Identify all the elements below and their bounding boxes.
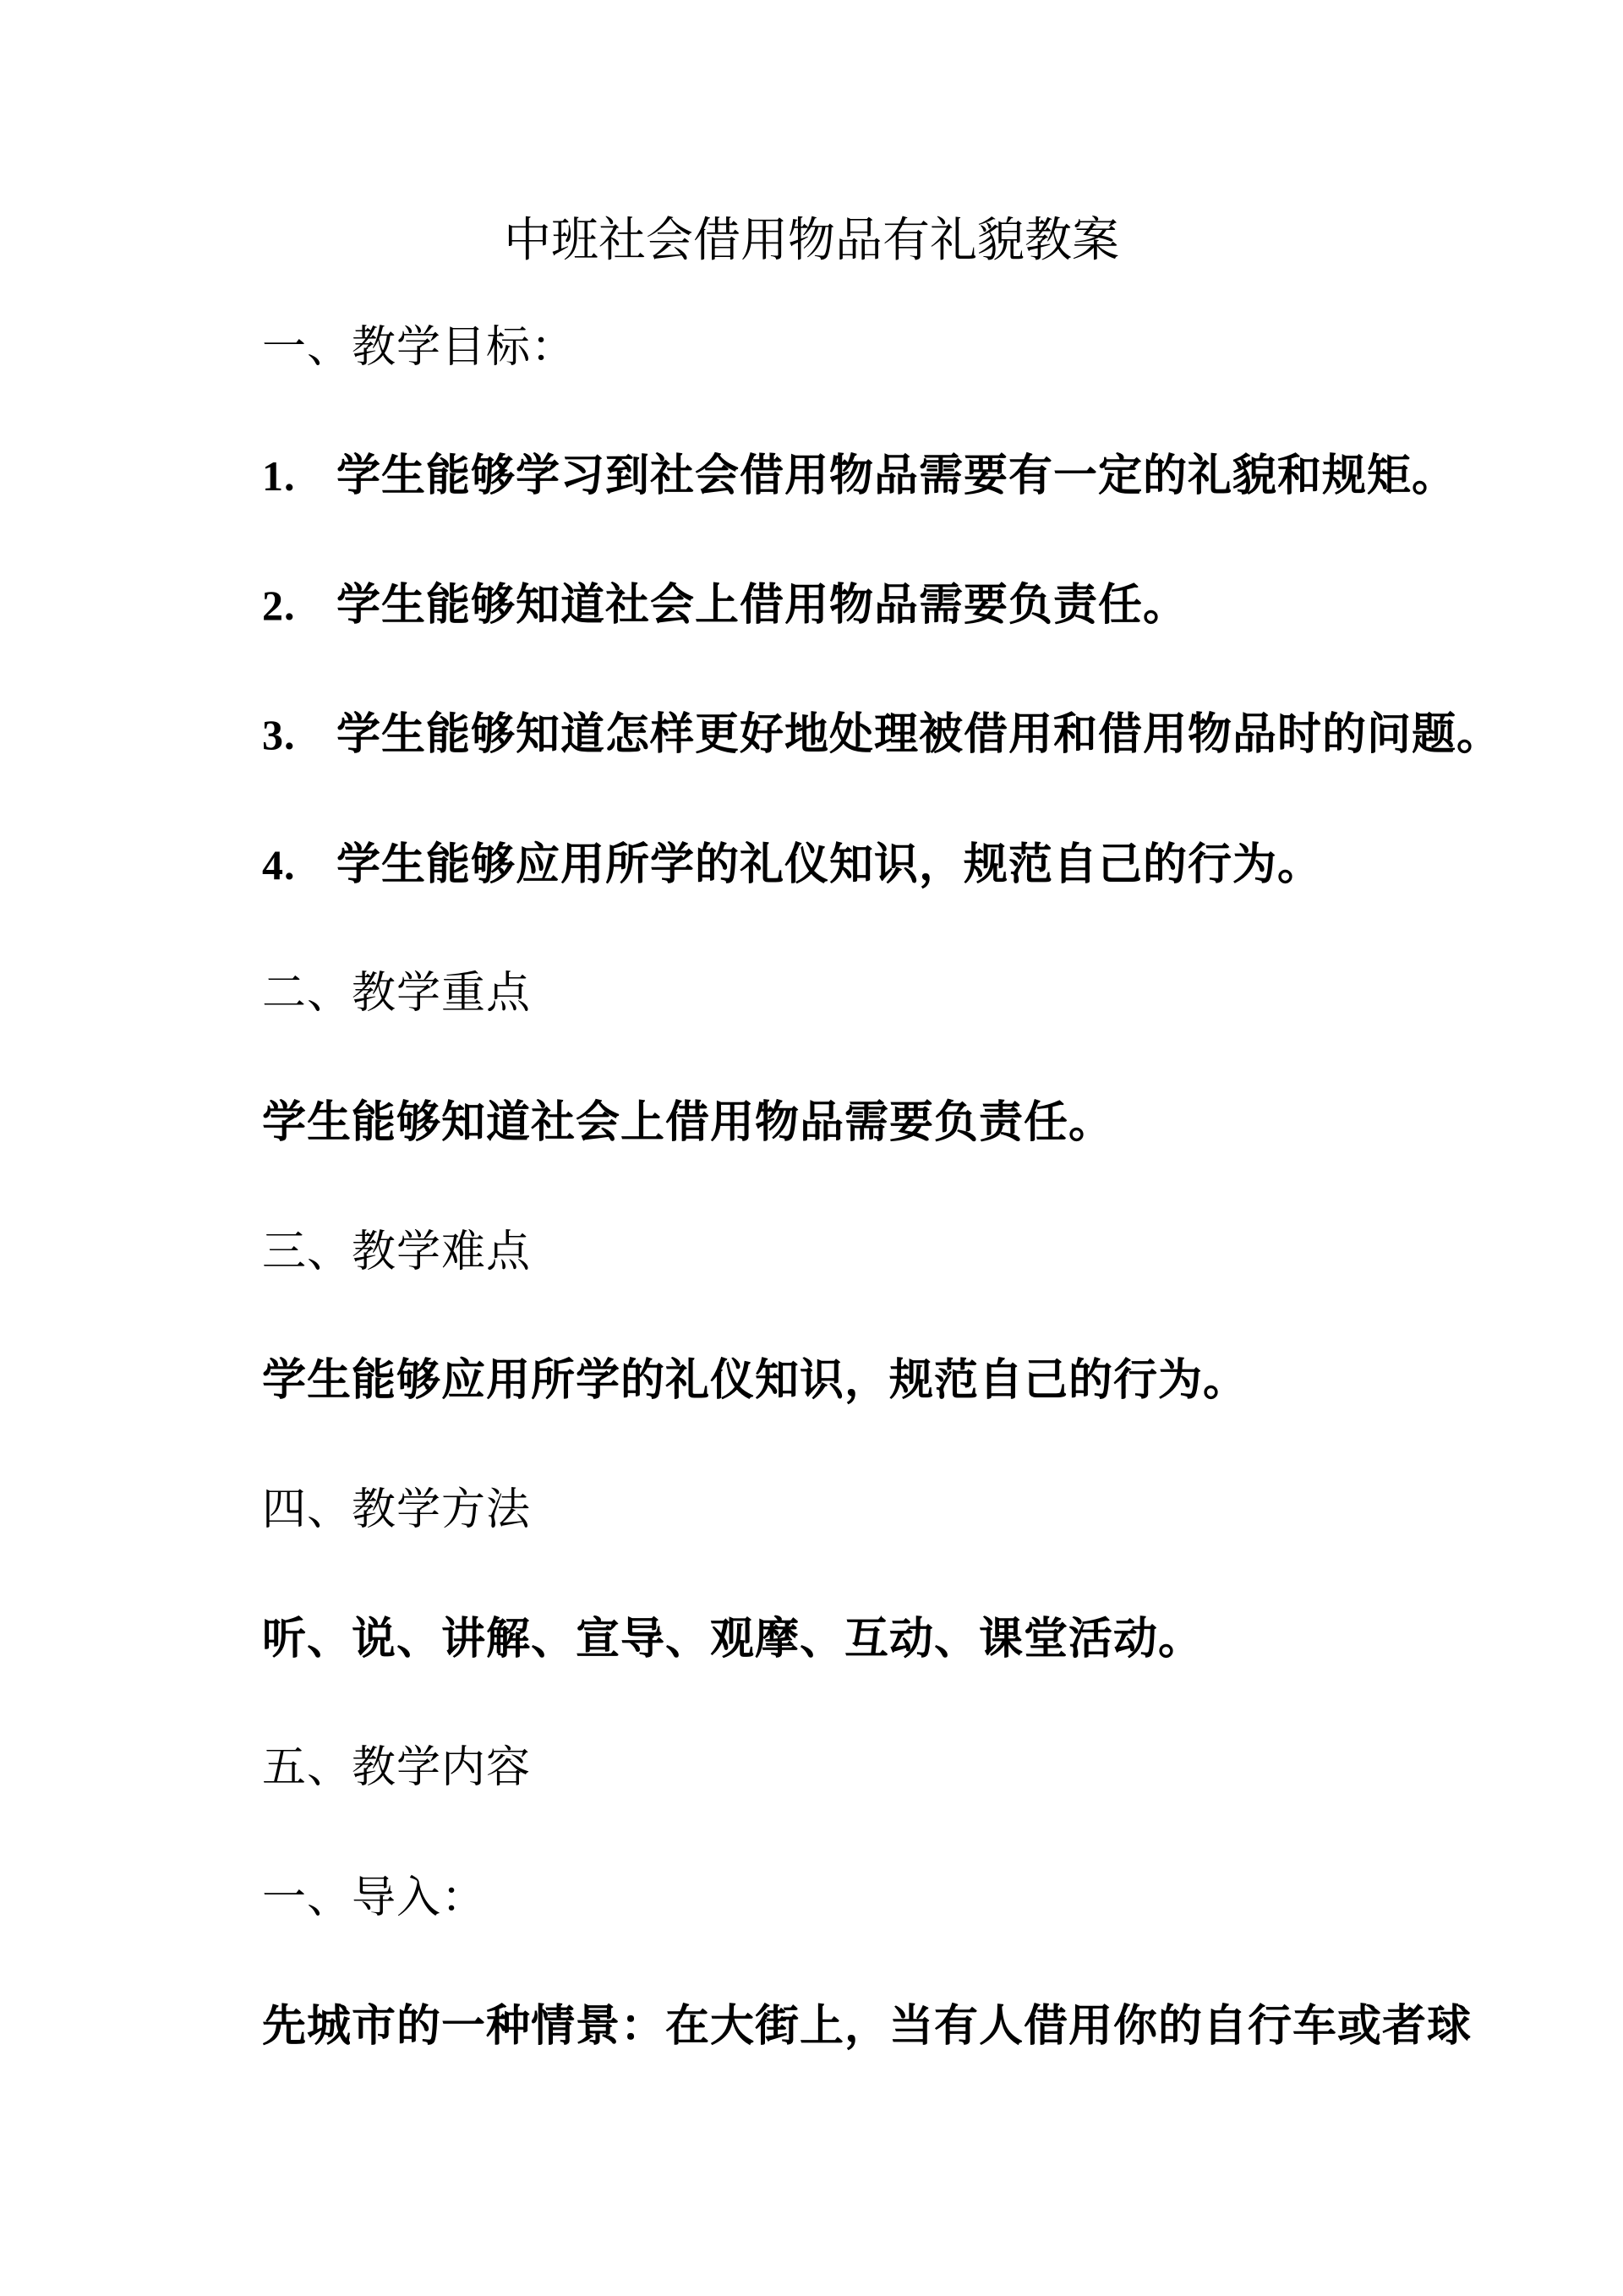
goal-text: 学生能够应用所学的礼仪知识，规范自己的行为。 xyxy=(336,839,1323,890)
goal-number: 1. xyxy=(262,452,296,500)
document-title: 中班社会借用物品有礼貌教案 xyxy=(504,213,1119,268)
goal-text: 学生能够学习到社会借用物品需要有一定的礼貌和规矩。 xyxy=(336,450,1457,501)
method-text: 听、说、讲解、宣导、观摩、互动、课堂活动。 xyxy=(262,1613,1204,1665)
difficulty-heading: 三、教学难点 xyxy=(262,1227,532,1277)
goal-item-1 xyxy=(262,448,1456,504)
goal-text: 学生能够知道社会上借用物品需要负责任。 xyxy=(336,579,1189,631)
goal-number: 4. xyxy=(262,841,296,888)
key-points-text: 学生能够知道社会上借用物品需要负责任。 xyxy=(262,1096,1114,1148)
intro-text: 先城市的一种情景：在大街上，当有人借用你的自行车或者球 xyxy=(262,2000,1473,2052)
goal-item-4 xyxy=(262,837,1322,893)
goal-item-3 xyxy=(262,707,1501,763)
goal-text: 学生能够知道怎样更好地处理被借用和借用物品时的问题。 xyxy=(336,708,1502,760)
difficulty-text: 学生能够应用所学的礼仪知识，规范自己的行为。 xyxy=(262,1354,1249,1406)
goal-number: 2. xyxy=(262,582,296,629)
intro-heading: 一、导入： xyxy=(262,1872,487,1923)
goal-item-2 xyxy=(262,577,1188,633)
method-heading: 四、教学方法 xyxy=(262,1484,532,1535)
goals-heading: 一、教学目标： xyxy=(262,322,577,373)
goal-number: 3. xyxy=(262,711,296,758)
key-points-heading: 二、教学重点 xyxy=(262,968,532,1019)
content-heading: 五、教学内容 xyxy=(262,1742,532,1793)
